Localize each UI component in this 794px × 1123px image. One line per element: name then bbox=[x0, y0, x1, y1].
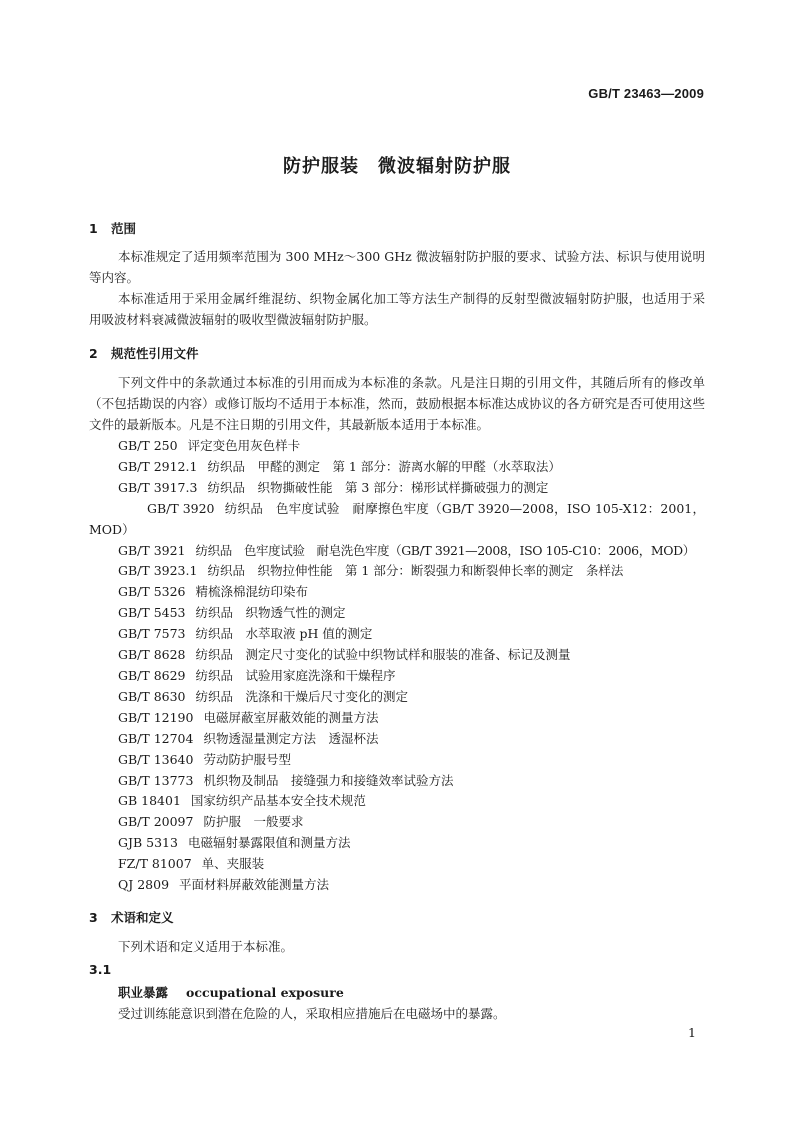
reference-code: GB/T 5326 bbox=[118, 584, 186, 600]
reference-code: GB 18401 bbox=[118, 793, 181, 809]
document-title: 防护服装 微波辐射防护服 bbox=[283, 156, 511, 177]
normative-references-intro: 下列文件中的条款通过本标准的引用而成为本标准的条款。凡是注日期的引用文件，其随后所有的修改单（不包括勘误的内容）或修订版均不适用于本标准，然而，鼓励根据本标准达成协议的各方研究是否可使用这些文件的最新版本。凡是不注日期的引用文件，其最新版本适用于本标准。 bbox=[89, 375, 705, 432]
reference-code: GB/T 3920 bbox=[147, 500, 215, 516]
reference-title: 纺织品 测定尺寸变化的试验中织物试样和服装的准备、标记及测量 bbox=[195, 647, 571, 663]
reference-item bbox=[89, 687, 705, 708]
reference-title: 纺织品 洗涤和干燥后尺寸变化的测定 bbox=[195, 688, 409, 704]
reference-code: QJ 2809 bbox=[118, 877, 170, 893]
reference-title: 纺织品 织物拉伸性能 第 1 部分：断裂强力和断裂伸长率的测定 条样法 bbox=[207, 563, 624, 579]
term-name-en: occupational exposure bbox=[186, 985, 344, 1000]
reference-title: 织物透湿量测定方法 透湿杯法 bbox=[203, 730, 379, 746]
reference-title: 纺织品 织物撕破性能 第 3 部分：梯形试样撕破强力的测定 bbox=[207, 479, 549, 495]
reference-code: GB/T 2912.1 bbox=[118, 458, 198, 474]
scope-paragraph-1: 本标准规定了适用频率范围为 300 MHz～300 GHz 微波辐射防护服的要求、试验方法、标识与使用说明等内容。 bbox=[89, 249, 705, 285]
reference-code: GJB 5313 bbox=[118, 835, 178, 851]
reference-code: GB/T 3923.1 bbox=[118, 563, 198, 579]
reference-code: GB/T 13640 bbox=[118, 751, 194, 767]
reference-item bbox=[89, 582, 705, 603]
reference-item bbox=[89, 791, 705, 812]
reference-title: 纺织品 甲醛的测定 第 1 部分：游离水解的甲醛（水萃取法） bbox=[207, 458, 561, 474]
reference-code: GB/T 8628 bbox=[118, 647, 186, 663]
section-number: 3 bbox=[89, 910, 98, 925]
reference-title: 评定变色用灰色样卡 bbox=[187, 438, 301, 453]
reference-code: GB/T 7573 bbox=[118, 626, 186, 642]
reference-code: FZ/T 81007 bbox=[118, 856, 192, 872]
terms-intro: 下列术语和定义适用于本标准。 bbox=[118, 939, 294, 954]
reference-code: GB/T 3921 bbox=[118, 542, 186, 558]
section-title: 规范性引用文件 bbox=[111, 346, 199, 361]
reference-title: 劳动防护服号型 bbox=[203, 751, 291, 767]
section-title: 术语和定义 bbox=[111, 910, 174, 925]
reference-code: GB/T 12704 bbox=[118, 730, 194, 746]
reference-code: GB/T 3917.3 bbox=[118, 479, 198, 495]
section-number: 2 bbox=[89, 346, 98, 361]
reference-title: 纺织品 试验用家庭洗涤和干燥程序 bbox=[195, 667, 396, 683]
reference-title: 纺织品 织物透气性的测定 bbox=[195, 605, 346, 621]
reference-code: GB/T 5453 bbox=[118, 605, 186, 621]
reference-item bbox=[89, 499, 705, 541]
reference-title: 单、夹服装 bbox=[201, 856, 265, 872]
reference-title: 精梳涤棉混纺印染布 bbox=[195, 584, 309, 600]
reference-title: 电磁屏蔽室屏蔽效能的测量方法 bbox=[203, 709, 379, 725]
reference-code: GB/T 20097 bbox=[118, 814, 194, 830]
term-name-zh: 职业暴露 bbox=[118, 985, 169, 1000]
reference-code: GB/T 250 bbox=[118, 438, 178, 453]
reference-title: 纺织品 色牢度试验 耐摩擦色牢度（GB/T 3920—2008，ISO 105-X12：2001，MOD） bbox=[89, 500, 705, 537]
section-number: 1 bbox=[89, 221, 98, 236]
reference-item bbox=[89, 645, 705, 666]
reference-item bbox=[89, 771, 705, 792]
reference-code: GB/T 12190 bbox=[118, 709, 194, 725]
reference-item bbox=[89, 833, 705, 854]
reference-item bbox=[89, 750, 705, 771]
term-entry bbox=[118, 983, 344, 1001]
reference-list bbox=[89, 436, 705, 896]
scope-paragraph-2: 本标准适用于采用金属纤维混纺、织物金属化加工等方法生产制得的反射型微波辐射防护服，也适用于采用吸波材料衰减微波辐射的吸收型微波辐射防护服。 bbox=[89, 291, 705, 327]
reference-item bbox=[89, 812, 705, 833]
reference-item bbox=[89, 875, 705, 896]
term-number: 3.1 bbox=[89, 962, 112, 977]
reference-item bbox=[89, 624, 705, 645]
reference-item bbox=[89, 603, 705, 624]
reference-title: 机织物及制品 接缝强力和接缝效率试验方法 bbox=[203, 772, 454, 788]
reference-item bbox=[89, 478, 705, 499]
reference-item bbox=[89, 708, 705, 729]
reference-item bbox=[89, 457, 705, 478]
standard-code: GB/T 23463—2009 bbox=[588, 86, 704, 101]
reference-code: GB/T 8629 bbox=[118, 667, 186, 683]
reference-item bbox=[89, 541, 705, 562]
reference-title: 纺织品 水萃取液 pH 值的测定 bbox=[195, 626, 373, 642]
reference-title: 平面材料屏蔽效能测量方法 bbox=[179, 877, 330, 893]
reference-item bbox=[89, 561, 705, 582]
reference-item bbox=[89, 854, 705, 875]
section-3-heading bbox=[89, 908, 174, 926]
page-number: 1 bbox=[688, 1025, 696, 1040]
section-1-heading bbox=[89, 219, 136, 237]
term-definition: 受过训练能意识到潜在危险的人，采取相应措施后在电磁场中的暴露。 bbox=[118, 1006, 506, 1021]
reference-item bbox=[89, 436, 705, 457]
section-title: 范围 bbox=[111, 221, 137, 236]
reference-code: GB/T 8630 bbox=[118, 688, 186, 704]
reference-code: GB/T 13773 bbox=[118, 772, 194, 788]
section-2-heading bbox=[89, 344, 199, 362]
reference-title: 电磁辐射暴露限值和测量方法 bbox=[187, 835, 351, 851]
reference-title: 防护服 一般要求 bbox=[203, 814, 304, 830]
reference-item bbox=[89, 729, 705, 750]
reference-item bbox=[89, 666, 705, 687]
reference-title: 纺织品 色牢度试验 耐皂洗色牢度（GB/T 3921—2008，ISO 105-C10：2006，MOD） bbox=[195, 542, 695, 558]
reference-title: 国家纺织产品基本安全技术规范 bbox=[190, 793, 366, 809]
